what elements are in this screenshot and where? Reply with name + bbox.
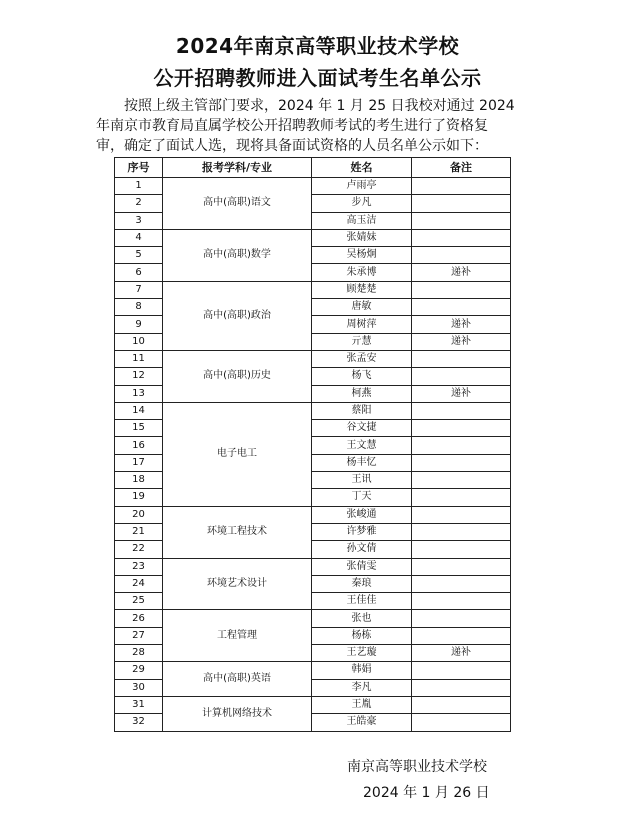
cell-name: 谷文捷 — [312, 420, 412, 437]
cell-no: 5 — [115, 247, 163, 264]
cell-remark — [412, 679, 511, 696]
cell-remark — [412, 368, 511, 385]
cell-remark — [412, 350, 511, 367]
cell-no: 24 — [115, 575, 163, 592]
header-subject: 报考学科/专业 — [163, 158, 312, 178]
table-row — [115, 662, 511, 679]
cell-name: 高玉洁 — [312, 212, 412, 229]
cell-remark — [412, 247, 511, 264]
cell-remark — [412, 610, 511, 627]
cell-no: 2 — [115, 195, 163, 212]
cell-no: 7 — [115, 281, 163, 298]
intro-line-3: 审，确定了面试人选，现将具备面试资格的人员名单公示如下： — [96, 138, 488, 154]
cell-no: 12 — [115, 368, 163, 385]
cell-no: 20 — [115, 506, 163, 523]
table-row — [115, 696, 511, 713]
cell-remark: 递补 — [412, 645, 511, 662]
header-remark: 备注 — [412, 158, 511, 178]
table-row — [115, 178, 511, 195]
cell-no: 14 — [115, 402, 163, 419]
cell-remark — [412, 212, 511, 229]
cell-remark — [412, 593, 511, 610]
cell-name: 唐敏 — [312, 299, 412, 316]
table-row — [115, 402, 511, 419]
cell-subject: 环境工程技术 — [163, 506, 312, 558]
cell-name: 张孟安 — [312, 350, 412, 367]
cell-subject: 高中(高职)英语 — [163, 662, 312, 697]
cell-remark — [412, 541, 511, 558]
cell-name: 吴杨炯 — [312, 247, 412, 264]
cell-name: 韩娟 — [312, 662, 412, 679]
cell-remark — [412, 627, 511, 644]
cell-no: 1 — [115, 178, 163, 195]
cell-name: 张也 — [312, 610, 412, 627]
cell-subject: 高中(高职)语文 — [163, 178, 312, 230]
cell-name: 亓慧 — [312, 333, 412, 350]
table-row — [115, 506, 511, 523]
cell-no: 18 — [115, 472, 163, 489]
cell-name: 杨丰忆 — [312, 454, 412, 471]
cell-name: 朱承博 — [312, 264, 412, 281]
cell-name: 孙文倩 — [312, 541, 412, 558]
cell-remark — [412, 506, 511, 523]
cell-remark — [412, 195, 511, 212]
cell-remark — [412, 696, 511, 713]
cell-no: 16 — [115, 437, 163, 454]
footer-organization: 南京高等职业技术学校 — [347, 759, 487, 775]
cell-name: 柯燕 — [312, 385, 412, 402]
cell-no: 29 — [115, 662, 163, 679]
table-row — [115, 350, 511, 367]
cell-no: 23 — [115, 558, 163, 575]
cell-subject: 环境艺术设计 — [163, 558, 312, 610]
cell-no: 28 — [115, 645, 163, 662]
cell-name: 秦琅 — [312, 575, 412, 592]
cell-remark: 递补 — [412, 264, 511, 281]
table-row — [115, 610, 511, 627]
cell-name: 王艺璇 — [312, 645, 412, 662]
cell-remark — [412, 662, 511, 679]
cell-no: 26 — [115, 610, 163, 627]
cell-name: 周树萍 — [312, 316, 412, 333]
candidate-table — [114, 157, 511, 732]
cell-remark — [412, 299, 511, 316]
cell-remark — [412, 714, 511, 731]
cell-no: 13 — [115, 385, 163, 402]
cell-no: 31 — [115, 696, 163, 713]
document-title-line1: 2024年南京高等职业技术学校 — [175, 34, 460, 58]
cell-remark — [412, 229, 511, 246]
cell-remark — [412, 523, 511, 540]
table-header-row — [115, 158, 511, 178]
cell-no: 6 — [115, 264, 163, 281]
cell-name: 王佳佳 — [312, 593, 412, 610]
cell-no: 11 — [115, 350, 163, 367]
cell-remark: 递补 — [412, 333, 511, 350]
cell-no: 21 — [115, 523, 163, 540]
cell-no: 32 — [115, 714, 163, 731]
table-row — [115, 229, 511, 246]
cell-subject: 计算机网络技术 — [163, 696, 312, 731]
cell-name: 王皓豪 — [312, 714, 412, 731]
cell-subject: 电子电工 — [163, 402, 312, 506]
cell-remark — [412, 281, 511, 298]
table-row — [115, 558, 511, 575]
cell-no: 27 — [115, 627, 163, 644]
cell-no: 17 — [115, 454, 163, 471]
cell-remark — [412, 437, 511, 454]
cell-subject: 高中(高职)历史 — [163, 350, 312, 402]
cell-name: 步凡 — [312, 195, 412, 212]
cell-remark — [412, 472, 511, 489]
cell-no: 9 — [115, 316, 163, 333]
cell-no: 4 — [115, 229, 163, 246]
cell-no: 10 — [115, 333, 163, 350]
cell-no: 15 — [115, 420, 163, 437]
intro-paragraph — [96, 96, 548, 156]
cell-no: 8 — [115, 299, 163, 316]
cell-subject: 工程管理 — [163, 610, 312, 662]
cell-name: 杨栋 — [312, 627, 412, 644]
cell-remark: 递补 — [412, 316, 511, 333]
cell-subject: 高中(高职)政治 — [163, 281, 312, 350]
header-name: 姓名 — [312, 158, 412, 178]
cell-name: 卢雨亭 — [312, 178, 412, 195]
cell-no: 19 — [115, 489, 163, 506]
cell-remark — [412, 402, 511, 419]
cell-name: 王讯 — [312, 472, 412, 489]
cell-name: 顾楚楚 — [312, 281, 412, 298]
intro-line-1: 按照上级主管部门要求，2024 年 1 月 25 日我校对通过 2024 — [124, 98, 515, 114]
cell-remark — [412, 454, 511, 471]
cell-name: 张峻通 — [312, 506, 412, 523]
table-row — [115, 281, 511, 298]
cell-no: 22 — [115, 541, 163, 558]
cell-remark — [412, 178, 511, 195]
cell-name: 李凡 — [312, 679, 412, 696]
intro-line-2: 年南京市教育局直属学校公开招聘教师考试的考生进行了资格复 — [96, 118, 488, 134]
cell-name: 王胤 — [312, 696, 412, 713]
cell-name: 蔡阳 — [312, 402, 412, 419]
cell-name: 丁天 — [312, 489, 412, 506]
header-no: 序号 — [115, 158, 163, 178]
footer-date: 2024 年 1 月 26 日 — [363, 785, 490, 801]
cell-remark — [412, 489, 511, 506]
cell-remark — [412, 420, 511, 437]
cell-name: 杨飞 — [312, 368, 412, 385]
cell-remark: 递补 — [412, 385, 511, 402]
document-title-line2: 公开招聘教师进入面试考生名单公示 — [153, 66, 482, 90]
cell-name: 张倩雯 — [312, 558, 412, 575]
cell-remark — [412, 575, 511, 592]
cell-name: 王文慧 — [312, 437, 412, 454]
cell-name: 许梦雅 — [312, 523, 412, 540]
cell-no: 30 — [115, 679, 163, 696]
cell-remark — [412, 558, 511, 575]
table-body — [115, 178, 511, 732]
cell-subject: 高中(高职)数学 — [163, 229, 312, 281]
cell-name: 张婧妹 — [312, 229, 412, 246]
cell-no: 25 — [115, 593, 163, 610]
cell-no: 3 — [115, 212, 163, 229]
